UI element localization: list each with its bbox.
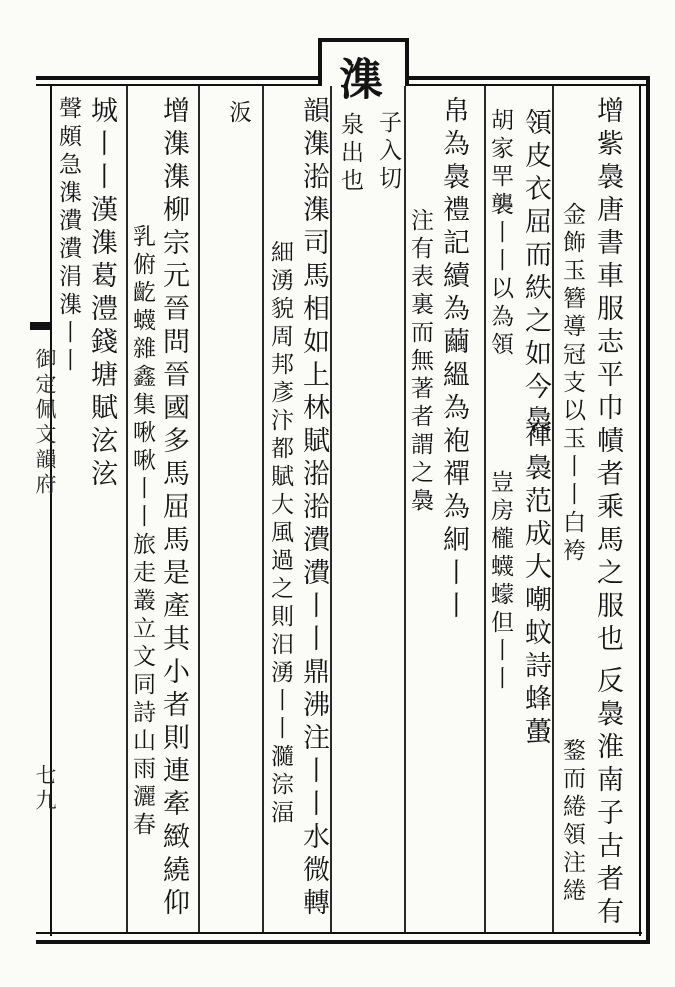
frame-top-left [36,76,322,80]
text-column: 韻潗湁潗司馬相如上林賦湁湁㵒㵒丨丨鼎沸注丨丨水微轉 [298,96,329,921]
col-divider [126,86,128,932]
frame-right-thin [639,84,641,936]
col-divider [262,86,264,932]
frame-bottom [36,940,650,944]
col-divider [484,86,486,932]
text-column: 汳 [225,100,251,128]
heading-annotation-2: 泉出也 [337,112,363,196]
col-divider [198,86,200,932]
margin-page-number: 七九 [33,764,57,814]
text-column: 豈房櫳蠛蠓但丨丨 [487,470,513,694]
text-column: 胡家䍐襲丨丨以為領 [487,108,513,360]
frame-bottom-thin [36,932,642,934]
frame-tab-top [318,38,409,42]
text-column: 反䙚淮南子古者有 [592,666,623,930]
frame-top-left-thin [36,84,322,86]
text-column: 金飾玉簪導冠支以玉丨丨白袴 [559,202,585,566]
frame-tab-left [318,38,322,84]
frame-top-right [405,76,650,80]
text-column: 增紫䙚唐書車服志平巾幘者乘馬之服也 [592,96,623,657]
col-divider [330,86,332,932]
text-column: 城丨丨漢潗葛澧錢塘賦泫泫 [86,96,117,492]
text-column: 褌䙚范成大嘲蚊詩蜂蠆 [520,420,551,750]
col-divider [552,86,554,932]
text-column: 細湧貌周邦彥汴都賦大風過之則汨湧丨丨瀡淙湢 [267,240,293,828]
text-column: 領皮衣屈而紩之如今䙚 [520,108,551,438]
text-column: 乳俯齕蠛雜鑫集啾啾丨丨旅走叢立文同詩山雨灑春 [129,224,155,840]
col-divider [404,86,406,932]
frame-tab-right [405,38,409,84]
frame-top-right-thin [405,84,650,86]
text-column: 注有表裏而無著者謂之䙚 [407,208,433,516]
entry-heading-char: 潗 [331,56,382,102]
text-column: 增潗潗柳宗元晉問晉國多馬屈馬是產其小者則連牽緻繞仰 [158,96,189,921]
heading-annotation-1: 子入切 [375,110,401,194]
margin-book-title: 御定佩文韻府 [33,348,57,498]
margin-fishtail [30,322,52,330]
text-column: 聲頗急潗㵒㵒涓潗丨丨 [55,96,81,376]
text-column: 鍪而綣領注綣 [559,738,585,906]
frame-right [646,76,650,944]
text-column: 帛為䙚禮記續為繭縕為袍禪為絅丨丨 [438,96,469,624]
